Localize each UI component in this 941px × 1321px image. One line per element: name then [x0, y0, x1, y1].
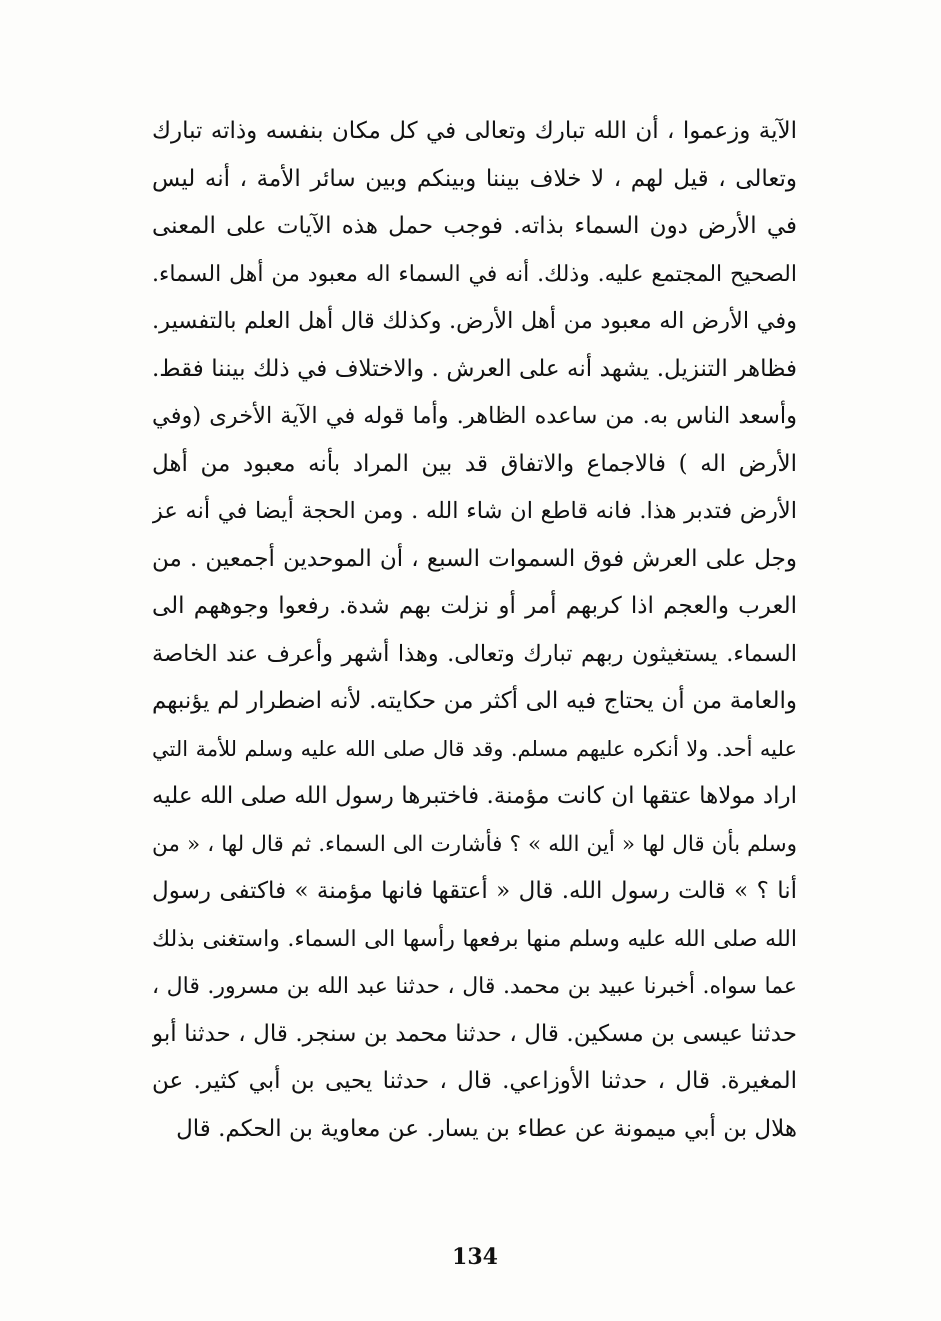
text-line: عما سواه. أخبرنا عبيد بن محمد. قال ، حدثنا عبد الله بن مسرور. قال ، [152, 974, 797, 999]
text-line: أنا ؟ » قالت رسول الله. قال « أعتقها فانها مؤمنة » فاكتفى رسول [152, 878, 797, 904]
text-line: وفي الأرض اله معبود من أهل الأرض. وكذلك قال أهل العلم بالتفسير. [152, 308, 797, 334]
text-line: العرب والعجم اذا كربهم أمر أو نزلت بهم شدة. رفعوا وجوههم الى [152, 593, 797, 619]
text-line: المغيرة. قال ، حدثنا الأوزاعي. قال ، حدثنا يحيى بن أبي كثير. عن [152, 1068, 797, 1094]
text-line: الصحيح المجتمع عليه. وذلك. أنه في السماء اله معبود من أهل السماء. [152, 261, 797, 287]
text-line: وتعالى ، قيل لهم ، لا خلاف بيننا وبينكم وبين سائر الأمة ، أنه ليس [152, 165, 797, 192]
text-line: فظاهر التنزيل. يشهد أنه على العرش . والاختلاف في ذلك بيننا فقط. [152, 355, 797, 382]
text-line: في الأرض دون السماء بذاته. فوجب حمل هذه الآيات على المعنى [152, 213, 797, 239]
text-line: وسلم بأن قال لها « أين الله » ؟ فأشارت الى السماء. ثم قال لها ، « من [152, 831, 797, 857]
text-line: الأرض اله ) فالاجماع والاتفاق قد بين المراد بأنه معبود من أهل [152, 450, 797, 477]
text-line: وجل على العرش فوق السموات السبع ، أن الموحدين أجمعين . من [152, 545, 797, 572]
text-line: هلال بن أبي ميمونة عن عطاء بن يسار. عن معاوية بن الحكم. قال [176, 1115, 797, 1142]
page-number: 134 [452, 1244, 498, 1270]
text-line: والعامة من أن يحتاج فيه الى أكثر من حكايته. لأنه اضطرار لم يؤنبهم [152, 688, 797, 714]
text-line: اراد مولاها عتقها ان كانت مؤمنة. فاختبرها رسول الله صلى الله عليه [152, 783, 797, 809]
text-line: عليه أحد. ولا أنكره عليهم مسلم. وقد قال صلى الله عليه وسلم للأمة التي [152, 736, 797, 761]
text-line: الأرض فتدبر هذا. فانه قاطع ان شاء الله . ومن الحجة أيضا في أنه عز [152, 498, 797, 524]
text-line: الآية وزعموا ، أن الله تبارك وتعالى في كل مكان بنفسه وذاته تبارك [152, 118, 797, 144]
text-line: وأسعد الناس به. من ساعده الظاهر. وأما قوله في الآية الأخرى (وفي [152, 403, 797, 429]
text-line: السماء. يستغيثون ربهم تبارك وتعالى. وهذا أشهر وأعرف عند الخاصة [152, 640, 797, 667]
body-text [152, 108, 797, 1153]
text-line: الله صلى الله عليه وسلم منها برفعها رأسها الى السماء. واستغنى بذلك [152, 926, 797, 952]
text-line: حدثنا عيسى بن مسكين. قال ، حدثنا محمد بن سنجر. قال ، حدثنا أبو [152, 1020, 797, 1047]
